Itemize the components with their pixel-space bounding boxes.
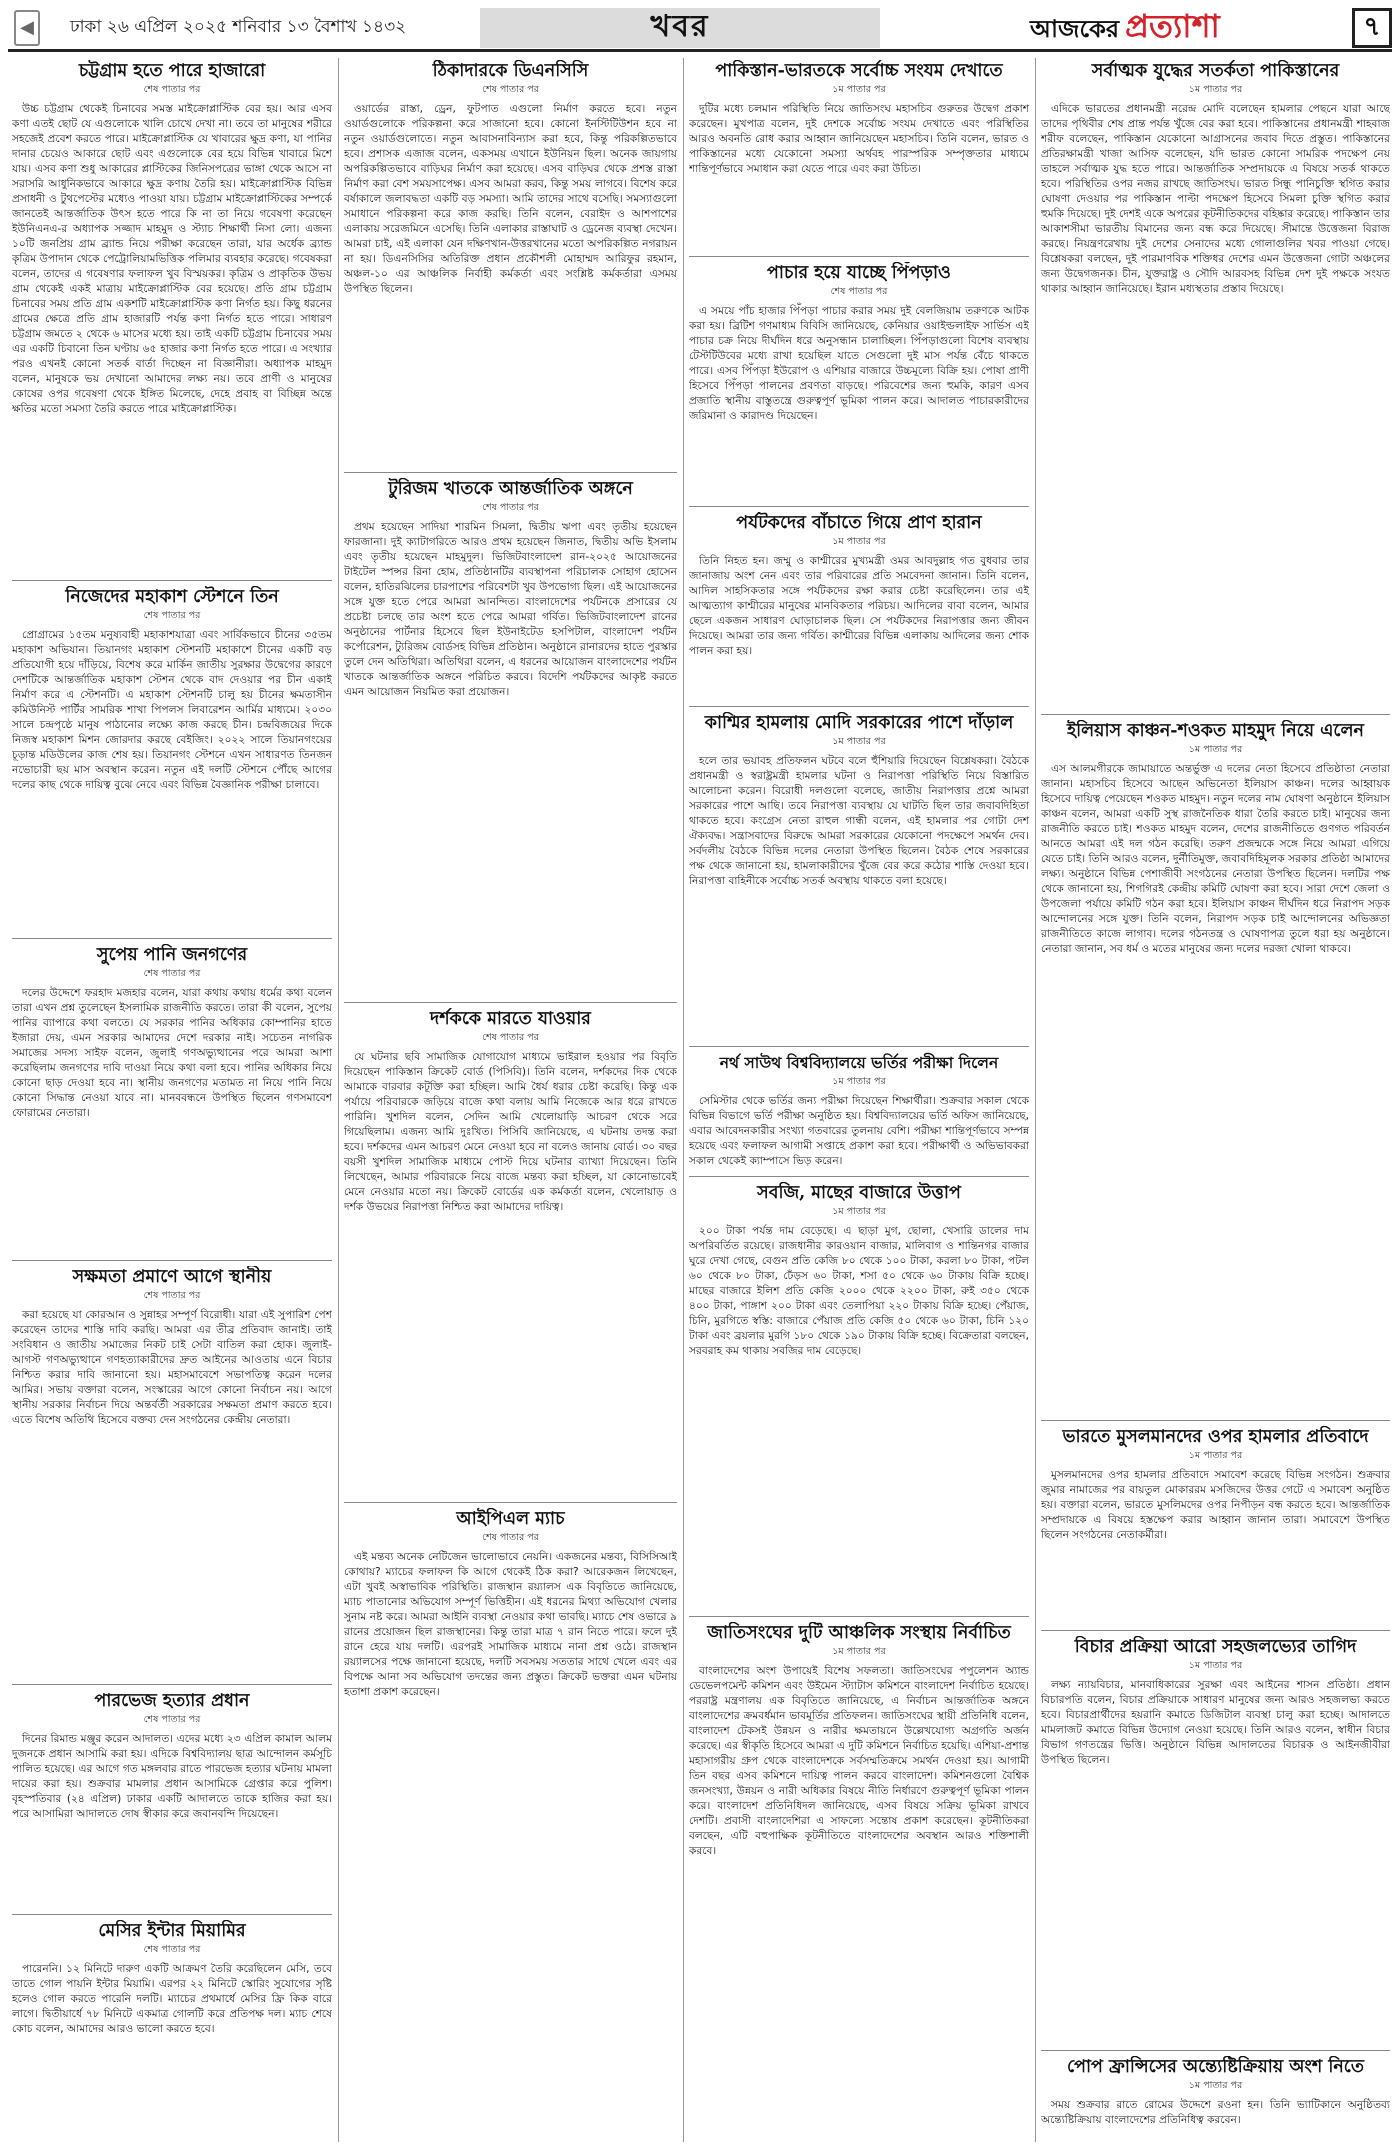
article-continuation: ১ম পাতার পর [1188,84,1243,95]
column-2 [344,60,677,2142]
article-text: করা হয়েছে যা কোরআন ও সুন্নাহর সম্পূর্ণ বিরোধী। যারা এই সুপারিশ পেশ করেছেন তাদের শাস্তি দাবি করছি। আমরা এর তীব্র প্রতিবাদ জানাই। তাই সংবিধান ও জাতীয় সমাজের নিকট চাই সেটা বাতিল করা হোক। জুলাই-আগস্ট গণঅভ্যুত্থানে গণহত্যাকারীদের দ্রুত আইনের আওতায় এনে বিচার নিশ্চিত করার দাবি জানানো হয়। মহাসমাবেশে সভাপতিত্ব করেন দলের আমির। সভায় বক্তারা বলেন, সংস্কারের আগে কোনো নির্বাচন নয়। আগে স্থানীয় সরকার নির্বাচন দিয়ে অন্তর্বর্তী সরকারের সক্ষমতা প্রমাণ করতে হবে। এতে বিশেষ অতিথি হিসেবে বক্তব্য দেন সংগঠনের কেন্দ্রীয় নেতারা। [12,1309,332,1426]
column-divider [338,58,339,2142]
article-headline[interactable]: চট্টগ্রাম হতে পারে হাজারো [78,61,266,81]
article[interactable] [1041,2056,1390,2140]
issue-date: ঢাকা ২৬ এপ্রিল ২০২৫ শনিবার ১৩ বৈশাখ ১৪৩২ [70,16,407,37]
article-body [1041,2098,1390,2128]
article-body [689,304,1029,424]
article[interactable] [12,1920,332,2140]
article-divider [1041,714,1390,715]
column-divider [683,58,684,2142]
article-headline[interactable]: সর্বাত্মক যুদ্ধের সতর্কতা পাকিস্তানের [1091,61,1340,81]
article[interactable] [344,1508,677,2140]
article-text: লক্ষ্য ন্যায়বিচার, মানবাধিকারের সুরক্ষা এবং আইনের শাসন প্রতিষ্ঠা। প্রধান বিচারপতি বলেন, বিচার প্রক্রিয়াকে সাধারণ মানুষের জন্য আরও সহজলভ্য করতে হবে। বিচারপ্রার্থীদের হয়রানি কমাতে ডিজিটাল ব্যবস্থা চালু করা হচ্ছে। আদালতে মামলাজট কমাতে বিভিন্ন উদ্যোগ নেওয়া হয়েছে। তিনি আরও বলেন, স্বাধীন বিচার বিভাগ গণতন্ত্রের ভিত্তি। অনুষ্ঠানে বিভিন্ন আদালতের বিচারক ও আইনজীবীরা উপস্থিত ছিলেন। [1041,1679,1390,1766]
article-headline[interactable]: টুরিজম খাতকে আন্তর্জাতিক অঙ্গনে [388,479,633,499]
article-body [344,102,677,297]
article-headline[interactable]: বিচার প্রক্রিয়া আরো সহজলভ্যের তাগিদ [1074,1637,1357,1657]
article-continuation: ১ম পাতার পর [1188,2080,1243,2091]
article[interactable] [1041,60,1390,710]
chevron-left-icon[interactable]: ◀ [14,10,40,46]
article-headline[interactable]: নর্থ সাউথ বিশ্ববিদ্যালয়ে ভর্তির পরীক্ষা দিলেন [719,1053,999,1072]
article-body [12,1308,332,1428]
article-continuation: শেষ পাতার পর [143,968,201,979]
article-headline[interactable]: সক্ষমতা প্রমাণে আগে স্থানীয় [72,1267,272,1287]
article[interactable] [689,1182,1029,1612]
article-divider [1041,1630,1390,1631]
article-divider [12,938,332,939]
article-headline[interactable]: ঠিকাদারকে ডিএনসিসি [432,61,589,81]
article-continuation: শেষ পাতার পর [143,1290,201,1301]
article-text: মুসলমানদের ওপর হামলার প্রতিবাদে সমাবেশ করেছে বিভিন্ন সংগঠন। শুক্রবার জুমার নামাজের পর বায়তুল মোকাররম মসজিদের উত্তর গেটে এ সমাবেশ অনুষ্ঠিত হয়। বক্তারা বলেন, ভারতে মুসলিমদের ওপর নিপীড়ন বন্ধ করতে হবে। আন্তর্জাতিক সম্প্রদায়কে এ বিষয়ে হস্তক্ষেপ করার আহ্বান জানান তারা। সমাবেশে উপস্থিত ছিলেন সংগঠনের নেতাকর্মীরা। [1041,1469,1390,1541]
article-body [689,754,1029,889]
column-1 [12,60,332,2142]
article-continuation: শেষ পাতার পর [143,84,201,95]
article-divider [1041,1420,1390,1421]
article-continuation: ১ম পাতার পর [832,1206,886,1217]
article-continuation: ১ম পাতার পর [1188,1660,1243,1671]
logo-part2: প্রত্যাশা [1125,6,1220,45]
article-continuation: শেষ পাতার পর [482,502,539,513]
article-body [344,1550,677,1700]
article[interactable] [12,1266,332,1680]
article-text: হলে তার ভয়াবহ প্রতিফলন ঘটবে বলে হুঁশিয়ারি দিয়েছেন বিশ্লেষকরা। বৈঠকে প্রধানমন্ত্রী ও স্বরাষ্ট্রমন্ত্রী হামলার ঘটনা ও নিরাপত্তা পরিস্থিতি নিয়ে বিস্তারিত আলোচনা করেন। বিরোধী দলগুলো বলেছে, জাতীয় নিরাপত্তার প্রশ্নে আমরা সরকারের পাশে আছি। তবে নিরাপত্তা ব্যবস্থায় যে ঘাটতি ছিল তার জবাবদিহিতা থাকতে হবে। কংগ্রেস নেতা রাহুল গান্ধী বলেন, এই হামলার পর গোটা দেশ ঐক্যবদ্ধ। সন্ত্রাসবাদের বিরুদ্ধে আমরা সরকারের যেকোনো পদক্ষেপে সমর্থন দেব। সর্বদলীয় বৈঠকে বিভিন্ন দলের নেতারা উপস্থিত ছিলেন। বৈঠক শেষে সরকারের পক্ষ থেকে জানানো হয়, হামলাকারীদের খুঁজে বের করে কঠোর শাস্তি দেওয়া হবে। নিরাপত্তা বাহিনীকে সর্বোচ্চ সতর্ক অবস্থায় থাকতে বলা হয়েছে। [689,755,1029,887]
article-body [689,1224,1029,1359]
article-text: দিনের রিমান্ড মঞ্জুর করেন আদালত। এদের মধ্যে ২৩ এপ্রিল কামাল আলম দুজনকে প্রধান আসামি করা হয়। এদিকে বিশ্ববিদ্যালয় ছাত্র আন্দোলন কর্মসূচি পালিত হয়েছে। এর আগে গত মঙ্গলবার রাতে পারভেজ হত্যার ঘটনায় মামলা দায়ের করা হয়। শুক্রবার মামলার প্রধান আসামিকে গ্রেপ্তার করে পুলিশ। বৃহস্পতিবার (২৪ এপ্রিল) ঢাকার একটি আদালতে তাকে হাজির করা হয়। পরে আসামিরা আদালতে দোষ স্বীকার করে জবানবন্দি দিয়েছেন। [12,1733,332,1820]
article-body [12,1732,332,1822]
article-divider [689,1176,1029,1177]
article[interactable] [689,712,1029,1042]
article-headline[interactable]: পাচার হয়ে যাচ্ছে পিঁপড়াও [767,263,951,283]
newspaper-logo[interactable] [1030,1,1220,55]
article-text: ওয়ার্ডের রাস্তা, ড্রেন, ফুটপাত এগুলো নির্মাণ করতে হবে। নতুন ওয়ার্ডগুলোকে পরিকল্পনা করে সাজানো হবে। কোনো ইনস্টিটিউশন হবে না নতুন ওয়ার্ডগুলোতে। নতুন আবাসনাবিন্যাস করা হবে, কিন্তু পরিকল্পিতভাবে হবে। প্রশাসক এজাজ বলেন, একসময় এখানে ইউনিয়ন ছিল। অনেক জায়গায় অপরিকল্পিতভাবে বাড়িঘর নির্মাণ করা হয়েছে। এসব বাড়িঘর থেকে প্রশস্ত রাস্তা নির্মাণ করা বেশ সময়সাপেক্ষ। এসব আমরা করব, কিন্তু সময় লাগবে। বিশেষ করে বর্ষাকালে জলাবদ্ধতা একটি বড় সমস্যা। আমি তাদের সাথে বসেছি। সমস্যাগুলো সমাধানে পরিকল্পনা করে কাজ করছি। তিনি বলেন, বেরাইদ ও আশপাশের এলাকায় সরেজমিনে এসেছি। তিনি এলাকার রাস্তাঘাট ও ড্রেনেজ ব্যবস্থা দেখেন। আমরা চাই, এই এলাকা যেন দক্ষিণখান-উত্তরখানের মতো অপরিকল্পিত নগরায়ন না হয়। ডিএনসিসির অতিরিক্ত প্রধান প্রকৌশলী মোহাম্মদ আরিফুর রহমান, অঞ্চল-১০ এর আঞ্চলিক নির্বাহী কর্মকর্তা এবং সংশ্লিষ্ট কর্মকর্তারা এসময় উপস্থিত ছিলেন। [344,103,677,295]
article-body [1041,762,1390,957]
article-headline[interactable]: নিজেদের মহাকাশ স্টেশনে তিন [65,587,279,607]
article-headline[interactable]: আইপিএল ম্যাচ [456,1509,565,1529]
article-headline[interactable]: পারভেজ হত্যার প্রধান [94,1691,250,1711]
article-text: দুটির মধ্যে চলমান পরিস্থিতি নিয়ে জাতিসংঘ মহাসচিব গুরুতর উদ্বেগ প্রকাশ করেছেন। মুখপাত্র বলেন, দুই দেশকে সর্বোচ্চ সংযম দেখাতে এবং পরিস্থিতির আরও অবনতি রোধ করার আহ্বান জানিয়েছেন মহাসচিব। তিনি বলেন, ভারত ও পাকিস্তানের মধ্যে যেকোনো সমস্যা অর্থবহ পারস্পরিক সম্পৃক্ততার মাধ্যমে শান্তিপূর্ণভাবে সমাধান করা যেতে পারে এবং করা উচিত। [689,103,1029,175]
article-headline[interactable]: পোপ ফ্রান্সিসের অন্ত্যেষ্টিক্রিয়ায় অংশ নিতে [1067,2057,1364,2077]
article[interactable] [12,944,332,1256]
article-divider [344,472,677,473]
column-4 [1041,60,1390,2142]
article-text: যে ঘটনার ছবি সামাজিক যোগাযোগ মাধ্যমে ভাইরাল হওয়ার পর বিবৃতি দিয়েছেন পাকিস্তান ক্রিকেট বোর্ড (পিসিবি)। তিনি বলেন, দর্শকদের দিক থেকে আমাকে বারবার কটূক্তি করা হচ্ছিল। আমি ধৈর্য ধরার চেষ্টা করেছি। কিন্তু এক পর্যায়ে পরিবারকে জড়িয়ে বাজে কথা বলায় আমি নিজেকে আর ধরে রাখতে পারিনি। খুশদিল বলেন, সেদিন আমি খেলোয়াড়ি আচরণ থেকে সরে গিয়েছিলাম। এজন্য আমি দুঃখিত। পিসিবি জানিয়েছে, এ ঘটনায় তদন্ত করা হবে। দর্শকদের এমন আচরণ মেনে নেওয়া হবে না বলেও জানায় বোর্ড। ৩০ বছর বয়সী খুশদিল সামাজিক মাধ্যমে পোস্ট দিয়ে ঘটনার ব্যাখ্যা দিয়েছেন। তিনি লিখেছেন, আমার পরিবারকে নিয়ে বাজে মন্তব্য করা হচ্ছিল, যা কোনোভাবেই মেনে নেওয়ার মতো নয়। ক্রিকেট বোর্ডের এক কর্মকর্তা বলেন, খেলোয়াড় ও দর্শক উভয়ের নিরাপত্তা নিশ্চিত করা আমাদের দায়িত্ব। [344,1051,677,1213]
article-divider [344,1502,677,1503]
article[interactable] [344,1008,677,1498]
article-continuation: শেষ পাতার পর [143,610,201,621]
article-headline[interactable]: জাতিসংঘের দুটি আঞ্চলিক সংস্থায় নির্বাচিত [707,1623,1011,1643]
article-headline[interactable]: সবজি, মাছের বাজারে উত্তাপ [757,1183,961,1203]
article[interactable] [12,60,332,576]
article-body [12,986,332,1121]
article-headline[interactable]: মেসির ইন্টার মিয়ামির [98,1921,246,1941]
article-continuation: ১ম পাতার পর [832,536,886,547]
article-text: পারেননি। ১২ মিনিটে দারুণ একটি আক্রমণ তৈরি করেছিলেন মেসি, তবে তাতে গোল পায়নি ইন্টার মিয়ামি। এরপর ২২ মিনিটে স্কোরিং সুযোগের সৃষ্টি হলেও গোল করতে পারেনি দলটি। ম্যাচের প্রথমার্ধে মেসির ফ্রি কিক বারে লাগে। দ্বিতীয়ার্ধে ৭৮ মিনিটে একমাত্র গোলটি করে প্রতিপক্ষ দল। ম্যাচ শেষে কোচ বলেন, আমাদের আরও ভালো করতে হবে। [12,1963,332,2035]
article-text: এস আলমগীরকে জামায়াতে অন্তর্ভুক্ত এ দলের নেতা হিসেবে প্রতিষ্ঠাতা নেতারা জানান। মহাসচিব হিসেবে আছেন অভিনেতা ইলিয়াস কাঞ্চন। দলের আহ্বায়ক হিসেবে দায়িত্ব পেয়েছেন শওকত মাহমুদ। নতুন দলের নাম ঘোষণা অনুষ্ঠানে ইলিয়াস কাঞ্চন বলেন, আমরা একটি সুস্থ রাজনৈতিক ধারা তৈরি করতে চাই। মানুষের জন্য রাজনীতি করতে চাই। শওকত মাহমুদ বলেন, দেশের রাজনীতিতে গুণগত পরিবর্তন আনতে আমরা এই দল গঠন করেছি। তরুণ প্রজন্মকে সঙ্গে নিয়ে আমরা এগিয়ে যেতে চাই। তিনি আরও বলেন, দুর্নীতিমুক্ত, জবাবদিহিমূলক সরকার প্রতিষ্ঠা আমাদের লক্ষ্য। অনুষ্ঠানে বিভিন্ন পেশাজীবী সংগঠনের নেতারা উপস্থিত ছিলেন। দলটির পক্ষ থেকে জানানো হয়, শিগগিরই কেন্দ্রীয় কমিটি ঘোষণা করা হবে। সারা দেশে জেলা ও উপজেলা পর্যায়ে কমিটি গঠন করা হবে। ইলিয়াস কাঞ্চন দীর্ঘদিন ধরে নিরাপদ সড়ক আন্দোলনের সঙ্গে যুক্ত। তিনি বলেন, নিরাপদ সড়ক চাই আন্দোলনের অভিজ্ঞতা রাজনীতিতে কাজে লাগাব। দলের গঠনতন্ত্র ও ঘোষণাপত্র তুলে ধরা হয় অনুষ্ঠানে। নেতারা জানান, সব ধর্ম ও মতের মানুষের জন্য দলের দরজা খোলা থাকবে। [1041,763,1390,955]
article-divider [689,1616,1029,1617]
article-divider [12,1684,332,1685]
article-text: দলের উদ্দেশে ফরহাদ মজহার বলেন, যারা কথায় কথায় ধর্মের কথা বলেন তারা এখন প্রশ্ন তুলেছেন ইসলামিক রাজনীতি করতে। তারা কী বলেন, সুপেয় পানির ব্যাপারে কথা বলতে। যে সরকার পানির অধিকার কোম্পানির হাতে ইজারা দেয়, এমন সরকার আমাদের দেশে দরকার নাই। সচেতন নাগরিক সমাজের সদস্য সাইফ বলেন, জুলাই গণঅভ্যুত্থানের পরে আমরা আশা করেছিলাম জনগণের দাবি দাওয়া নিয়ে কথা বলা হবে। পানির অধিকার নিয়ে কোনো ছাড় দেওয়া হবে না। স্থানীয় জনগণের মতামত না নিয়ে পানি নিয়ে কোনো সিদ্ধান্ত নেওয়া যাবে না। মানববন্ধনে উপস্থিত ছিলেন গণসমাবেশ ফোরামের নেতারা। [12,987,332,1119]
article-text: সেমিস্টার থেকে ভর্তির জন্য পরীক্ষা দিয়েছেন শিক্ষার্থীরা। শুক্রবার সকাল থেকে বিভিন্ন বিভাগে ভর্তি পরীক্ষা অনুষ্ঠিত হয়। বিশ্ববিদ্যালয়ের ভর্তি অফিস জানিয়েছে, এবার আবেদনকারীর সংখ্যা গতবারের তুলনায় বেশি। পরীক্ষা শান্তিপূর্ণভাবে সম্পন্ন হয়েছে এবং ফলাফল আগামী সপ্তাহে প্রকাশ করা হবে। পরীক্ষার্থী ও অভিভাবকরা সকাল থেকেই ক্যাম্পাসে ভিড় করেন। [689,1095,1029,1167]
article-headline[interactable]: সুপেয় পানি জনগণের [96,945,248,965]
article[interactable] [689,262,1029,502]
article[interactable] [344,478,677,998]
article-body [1041,1468,1390,1543]
article-divider [12,580,332,581]
article-divider [1041,2050,1390,2051]
article[interactable] [689,1052,1029,1172]
article-text: উচ্চ চট্টগ্রাম থেকেই চিনাবের সমস্ত মাইক্রোপ্লাস্টিক বের হয়। আর এসব কণা এতই ছোট যে এগুলোকে খালি চোখে দেখা না। তবে তা মানুষের শরীরে সহজেই প্রবেশ করতে পারে। মাইক্রোপ্লাস্টিক যে খাবারের ক্ষুদ্র কণা, যা পানির দানার চেয়েও আকারে ছোট এবং এগুলোকে বের হয়ে বিভিন্ন খাবারে মিশে যায়। এসব কণা শুধু আকারের প্লাস্টিকের জিনিসপত্রের ভাঙ্গা থেকে আসে না সরাসরি আধুনিকভাবে আকারে ক্ষুদ্র কণায় তৈরি হয়। মাইক্রোপ্লাস্টিক বিভিন্ন প্রসাধনী ও টুথপেস্টের মধ্যেও পাওয়া যায়। চট্টগ্রাম মাইক্রোপ্লাস্টিকের সম্পর্কে জানতেই আন্তর্জাতিক উৎস হতে পারে কি না তা নিয়ে গবেষণা করেছেন ইউনিএনএ-র অধ্যাপক সজ্জাদ মাহমুদ ও স্ট্যাচ শিক্ষার্থী নিসা লো। এজন্য ১০টি জনপ্রিয় গ্রাম ব্র্যান্ড নিয়ে পরীক্ষা করেছেন তারা, যার অর্ধেক ব্র্যান্ড কৃত্রিম উপাদান থেকে পেট্রোলিয়ামভিত্তিক পলিমার ব্যবহার করেছে। গবেষকরা বলেন, তাদের এ গবেষণার ফলাফল খুব বিস্ময়কর। কৃত্রিম ও প্রাকৃতিক উভয় গ্রাম থেকেই একই মাত্রায় মাইক্রোপ্লাস্টিক বের হয়েছে। প্রতি গ্রাম চট্টগ্রাম চিনাবের সময় প্রতি গ্রাম একশটি মাইক্রোপ্লাস্টিক কণা নির্গত হয়। কিছু ধরনের গ্রামের ক্ষেত্রে প্রতি গ্রাম হাজারটি পর্যন্ত কণা নির্গত হতে পারে। সাধারণ চট্টগ্রাম জমতে ২ থেকে ৬ মাসের মধ্যে হয়। তাই একটি চট্টগ্রাম চিনাবের সময় এর একটি চিবানো তিন ঘণ্টায় ৬৫ হাজার কণা নির্গত হতে পারে। এ সংখ্যার পরও এখনই কোনো সতর্ক বার্তা দিচ্ছেন না বিজ্ঞানীরা। অধ্যাপক মাহমুদ বলেন, মানুষকে ভয় দেখানো আমাদের লক্ষ্য নয়। তবে প্রাণী ও মানুষের কোষের ওপর গবেষণা থেকে ইঙ্গিত মিলেছে, দেহে প্রবাহ বা বিচ্ছিন্ন অন্তে ক্ষতির মতো সমস্যা তৈরি করতে পারে মাইক্রোপ্লাস্টিক। [12,103,332,415]
article[interactable] [689,512,1029,702]
article-continuation: শেষ পাতার পর [482,1532,539,1543]
masthead [8,6,1392,52]
article-text: তিনি নিহত হন। জম্মু ও কাশ্মীরের মুখ্যমন্ত্রী ওমর আবদুল্লাহ গত বুধবার তার জানাজায় অংশ নেন এবং তার পরিবারের প্রতি সমবেদনা জানান। তিনি বলেন, আদিল সাহসিকতার সঙ্গে পর্যটকদের রক্ষা করার চেষ্টা করেছিলেন। তার এই আত্মত্যাগ কাশ্মীরের মানুষের মানবিকতার পরিচয়। আদিলের বাবা বলেন, আমার ছেলে একজন সাধারণ ঘোড়াচালক ছিল। সে পর্যটকদের নিরাপত্তার জন্য জীবন দিয়েছে। আমরা তার জন্য গর্বিত। কাশ্মীরের বিভিন্ন এলাকায় আদিলের জন্য শোক পালন করা হয়। [689,555,1029,657]
article-headline[interactable]: পাকিস্তান-ভারতকে সর্বোচ্চ সংযম দেখাতে [715,61,1003,81]
article-text: প্রোগ্রামের ১৫তম মনুষ্যবাহী মহাকাশযাত্রা এবং সার্বিকভাবে চীনের ৩৫তম মহাকাশ অভিযান। তিয়ানগং মহাকাশ স্টেশনটি মহাকাশে চীনের একটি বড় প্রতিযোগী হয়ে দাঁড়িয়ে, বিশেষ করে মার্কিন জাতীয় সুরক্ষার উদ্বেগের কারণে দেশটিকে আন্তর্জাতিক মহাকাশ স্টেশন থেকে বাদ দেওয়ার পর চীন একাই নির্মাণ করে এ স্টেশনটি। এ মহাকাশ স্টেশনটি চালু হয় চীনের ক্ষমতাসীন কমিউনিস্ট পার্টির সামরিক শাখা পিপলস লিবারেশন আর্মির মাধ্যমে। ২০৩০ সালে চন্দ্রপৃষ্ঠে মানুষ পাঠানোর লক্ষ্যে কাজ করছে চীন। চন্দ্রবিজয়ের দিকে নিজস্ব মহাকাশ মিশন জোরদার করছে বেইজিং। ২০২২ সালে তিয়ানগংয়ের চূড়ান্ত মডিউলের কাজ শেষ হয়। তিয়ানগং স্টেশনে এখন সাধারণত তিনজন নভোচারী ছয় মাস অবস্থান করেন। নতুন এই দলটি স্টেশনে পৌঁছে আগের দলের কাছ থেকে দায়িত্ব বুঝে নেবে এবং বিভিন্ন বৈজ্ঞানিক পরীক্ষা চালাবে। [12,629,332,791]
article-headline[interactable]: পর্যটকদের বাঁচাতে গিয়ে প্রাণ হারান [736,513,982,533]
article-text: এ সময়ে পাঁচ হাজার পিঁপড়া পাচার করার সময় দুই বেলজিয়াম তরুণকে আটক করা হয়। ব্রিটিশ গণমাধ্যম বিবিসি জানিয়েছে, কেনিয়ার ওয়াইল্ডলাইফ সার্ভিস এই পাচার চক্র নিয়ে দীর্ঘদিন ধরে অনুসন্ধান চালাচ্ছিল। পিঁপড়াগুলো বিশেষ ব্যবস্থায় টেস্টটিউবের মধ্যে রাখা হয়েছিল যাতে সেগুলো দুই মাস পর্যন্ত বেঁচে থাকতে পারে। এসব পিঁপড়া ইউরোপ ও এশিয়ার বাজারে উচ্চমূল্যে বিক্রি হয়। পোষা প্রাণী হিসেবে পিঁপড়া পালনের প্রবণতা বাড়ছে। পরিবেশের জন্য হুমকি, কারণ এসব প্রজাতি স্থানীয় বাস্তুতন্ত্রে গুরুত্বপূর্ণ ভূমিকা পালন করে। আদালত পাচারকারীদের জরিমানা ও কারাদণ্ড দিয়েছেন। [689,305,1029,422]
article-continuation: শেষ পাতার পর [830,286,888,297]
article[interactable] [689,1622,1029,2140]
article-continuation: ১ম পাতার পর [832,84,886,95]
article-body [344,1050,677,1215]
article-headline[interactable]: ভারতে মুসলমানদের ওপর হামলার প্রতিবাদে [1062,1427,1369,1447]
article-body [1041,1678,1390,1768]
article[interactable] [1041,1426,1390,1626]
article-continuation: ১ম পাতার পর [1188,1450,1243,1461]
article-body [689,554,1029,659]
article-text: এই মন্তব্য অনেক নেটিজেন ভালোভাবে নেয়নি। একজনের মন্তব্য, বিসিসিআই কোথায়? ম্যাচের ফলাফল কি আগে থেকেই ঠিক করা? আরেকজন লিখেছেন, এটা খুবই অস্বাভাবিক পরিস্থিতি। রাজস্থান রয়্যালস এক বিবৃতিতে জানিয়েছে, ম্যাচ পাতানোর অভিযোগ সম্পূর্ণ ভিত্তিহীন। এই ধরনের মিথ্যা অভিযোগ খেলার সুনাম নষ্ট করে। আমরা আইনি ব্যবস্থা নেওয়ার কথা ভাবছি। ম্যাচে শেষ ওভারে ৯ রানের প্রয়োজন ছিল রাজস্থানের। কিন্তু তারা মাত্র ৭ রান নিতে পারে। ফলে দুই রানে হেরে যায় দলটি। এরপরই সামাজিক মাধ্যমে নানা প্রশ্ন ওঠে। রাজস্থান রয়্যালসের পক্ষে জানানো হয়েছে, দলটি সবসময় সততার সাথে খেলে এবং এর বিপক্ষে আনা সব অভিযোগ তদন্তের জন্য প্রস্তুত। ক্রিকেট ভক্তরা এমন ঘটনায় হতাশা প্রকাশ করেছেন। [344,1551,677,1698]
logo-part1: আজকের [1030,13,1120,43]
article-text: এদিকে ভারতের প্রধানমন্ত্রী নরেন্দ্র মোদি বলেছেন হামলার পেছনে যারা আছে তাদের পৃথিবীর শেষ প্রান্ত পর্যন্ত খুঁজে বের করা হবে। পাকিস্তানের প্রধানমন্ত্রী শাহবাজ শরীফ বলেছেন, পাকিস্তান যেকোনো আগ্রাসনের জবাব দিতে প্রস্তুত। পাকিস্তানের প্রতিরক্ষামন্ত্রী খাজা আসিফ বলেছেন, যদি ভারত কোনো সামরিক পদক্ষেপ নেয় তাহলে সর্বাত্মক যুদ্ধ হতে পারে। আন্তর্জাতিক সম্প্রদায়কে এ বিষয়ে সতর্ক থাকতে হবে। পরিস্থিতির ওপর নজর রাখছে জাতিসংঘ। ভারত সিন্ধু পানিচুক্তি স্থগিত করার ঘোষণা দেওয়ার পর পাকিস্তান পাল্টা পদক্ষেপ হিসেবে সিমলা চুক্তি স্থগিত করার হুমকি দিয়েছে। দুই দেশই একে অপরের কূটনীতিকদের বহিষ্কার করেছে। পাকিস্তান তার আকাশসীমা ভারতীয় বিমানের জন্য বন্ধ করে দিয়েছে। সীমান্তে উত্তেজনা বিরাজ করছে। নিয়ন্ত্রণরেখায় দুই দেশের সেনাদের মধ্যে গোলাগুলির খবর পাওয়া গেছে। বিশ্লেষকরা বলছেন, দুই পারমাণবিক শক্তিধর দেশের এমন উত্তেজনা গোটা অঞ্চলের জন্য উদ্বেগজনক। চীন, যুক্তরাষ্ট্র ও সৌদি আরবসহ বিভিন্ন দেশ দুই পক্ষকে সংযত থাকার আহ্বান জানিয়েছে। ইরান মধ্যস্থতার প্রস্তাব দিয়েছে। [1041,103,1390,295]
article-body [12,628,332,793]
article-body [689,1094,1029,1169]
article-body [12,102,332,417]
article[interactable] [1041,720,1390,1416]
article-headline[interactable]: কাশ্মির হামলায় মোদি সরকারের পাশে দাঁড়াল [704,713,1014,733]
article-continuation: শেষ পাতার পর [143,1714,201,1725]
article[interactable] [689,60,1029,252]
article-text: প্রথম হয়েছেন সাদিয়া শারমিন সিমলা, দ্বিতীয় ঋপা এবং তৃতীয় হয়েছেন ফারজানা। দুই ক্যাটাগরিতে আরও প্রথম হয়েছেন জিনাত, দ্বিতীয় অভি ইসলাম এবং তৃতীয় হয়েছেন মাহমুদুল। ভিজিটবাংলাদেশ রান-২০২৫ আয়োজনের টাইটেল স্পন্সর রিনা হোম, প্রতিষ্ঠানটির ব্যবস্থাপনা পরিচালক সোহাগ হোসেন বলেন, হাতিরঝিলের চারপাশের পরিবেশটা খুব উপভোগ্য ছিল। এই আয়োজনের সঙ্গে যুক্ত হতে পেরে আমরা আনন্দিত। বাংলাদেশের পর্যটনকে প্রসারের যে প্রচেষ্টা চলছে তার অংশ হতে পেরে আমরা গর্বিত। ভিজিটবাংলাদেশ রানের অনুষ্ঠানের পার্টনার হিসেবে ছিল ইউনাইটেড হসপিটাল, বাংলাদেশ পর্যটন কর্পোরেশন, ট্যুরিজম বোর্ডসহ বিভিন্ন প্রতিষ্ঠান। অনুষ্ঠানে রানারদের হাতে পুরস্কার তুলে দেন অতিথিরা। অতিথিরা বলেন, এ ধরনের আয়োজন বাংলাদেশের পর্যটন খাতকে আন্তর্জাতিক অঙ্গনে পরিচিত করবে। বিদেশি পর্যটকদের আকৃষ্ট করতে এমন আয়োজন নিয়মিত করা প্রয়োজন। [344,521,677,698]
article-headline[interactable]: ইলিয়াস কাঞ্চন-শওকত মাহমুদ নিয়ে এলেন [1067,721,1364,741]
article-divider [12,1914,332,1915]
section-title: খবর [480,8,880,48]
article-divider [689,1046,1029,1047]
article-text: বাংলাদেশের অংশ উপায়েই বিশেষ সফলতা। জাতিসংঘের পপুলেশন অ্যান্ড ডেভেলপমেন্ট কমিশন এবং উইমেন স্ট্যাটাস কমিশনে বাংলাদেশ নির্বাচিত হয়েছে। পররাষ্ট্র মন্ত্রণালয় এক বিবৃতিতে জানিয়েছে, এ নির্বাচন আন্তর্জাতিক অঙ্গনে বাংলাদেশের ক্রমবর্ধমান ভাবমূর্তির প্রতিফলন। জাতিসংঘের স্থায়ী প্রতিনিধি বলেন, বাংলাদেশ টেকসই উন্নয়ন ও নারীর ক্ষমতায়নে উল্লেখযোগ্য অগ্রগতি অর্জন করেছে। এর স্বীকৃতি হিসেবে আমরা এ দুটি কমিশনে নির্বাচিত হয়েছি। এশিয়া-প্রশান্ত মহাসাগরীয় গ্রুপ থেকে বাংলাদেশকে সর্বসম্মতিক্রমে সমর্থন দেওয়া হয়। আগামী তিন বছর এসব কমিশনে দায়িত্ব পালন করবে বাংলাদেশ। কমিশনগুলো বৈশ্বিক জনসংখ্যা, উন্নয়ন ও নারী অধিকার বিষয়ে নীতি নির্ধারণে গুরুত্বপূর্ণ ভূমিকা পালন করে। বাংলাদেশ প্রতিনিধিদল জানিয়েছে, এসব বিষয়ে সক্রিয় ভূমিকা রাখবে দেশটি। প্রবাসী বাংলাদেশিরা এ সাফল্যে সন্তোষ প্রকাশ করেছেন। কূটনীতিকরা বলছেন, এটি বহুপাক্ষিক কূটনীতিতে বাংলাদেশের অবস্থান আরও শক্তিশালী করবে। [689,1665,1029,1857]
article-divider [344,1002,677,1003]
article-continuation: ১ম পাতার পর [1188,744,1243,755]
article-divider [689,256,1029,257]
article-continuation: শেষ পাতার পর [482,84,539,95]
article-body [689,1664,1029,1859]
article-divider [12,1260,332,1261]
article[interactable] [12,586,332,934]
article-continuation: শেষ পাতার পর [482,1032,539,1043]
column-3 [689,60,1029,2142]
article-headline[interactable]: দর্শককে মারতে যাওয়ার [430,1009,591,1029]
article-continuation: ১ম পাতার পর [832,1076,886,1087]
article-body [689,102,1029,177]
article-text: ২০০ টাকা পর্যন্ত দাম বেড়েছে। এ ছাড়া মুগ, ছোলা, খেসারি ডালের দাম অপরিবর্তিত রয়েছে। রাজধানীর কারওয়ান বাজার, মালিবাগ ও শান্তিনগর বাজার ঘুরে দেখা গেছে, বেগুন প্রতি কেজি ৮০ থেকে ১০০ টাকা, করলা ৮০ টাকা, পটল ৬০ থেকে ৮০ টাকা, ঢেঁড়স ৬০ টাকা, শসা ৫০ থেকে ৬০ টাকায় বিক্রি হচ্ছে। মাছের বাজারে ইলিশ প্রতি কেজি ২০০০ থেকে ২২০০ টাকা, রুই ৩৫০ থেকে ৪০০ টাকা, পাঙ্গাশ ২০০ টাকা এবং তেলাপিয়া ২২০ টাকায় বিক্রি হচ্ছে। পেঁয়াজ, চিনি, মুরগিতে স্বস্তি: বাজারে পেঁয়াজ প্রতি কেজি ৫০ থেকে ৬০ টাকা, চিনি ১২০ টাকা এবং ব্রয়লার মুরগি ১৮০ থেকে ১৯০ টাকায় বিক্রি হচ্ছে। বিক্রেতারা বলছেন, সরবরাহ কম থাকায় সবজির দাম বেড়েছে। [689,1225,1029,1357]
article[interactable] [344,60,677,468]
page-number: ৭ [1352,8,1392,48]
article-continuation: ১ম পাতার পর [832,736,886,747]
article-continuation: ১ম পাতার পর [832,1646,886,1657]
article-continuation: শেষ পাতার পর [143,1944,201,1955]
article[interactable] [1041,1636,1390,2046]
column-divider [1035,58,1036,2142]
article-divider [689,706,1029,707]
article-body [1041,102,1390,297]
article-text: সময় শুক্রবার রাতে রোমের উদ্দেশে রওনা হন। তিনি ভ্যাটিকানে অনুষ্ঠিতব্য অন্ত্যেষ্টিক্রিয়ায় বাংলাদেশের প্রতিনিধিত্ব করবেন। [1041,2099,1390,2126]
article-body [12,1962,332,2037]
article-divider [689,506,1029,507]
article[interactable] [12,1690,332,1910]
article-body [344,520,677,700]
